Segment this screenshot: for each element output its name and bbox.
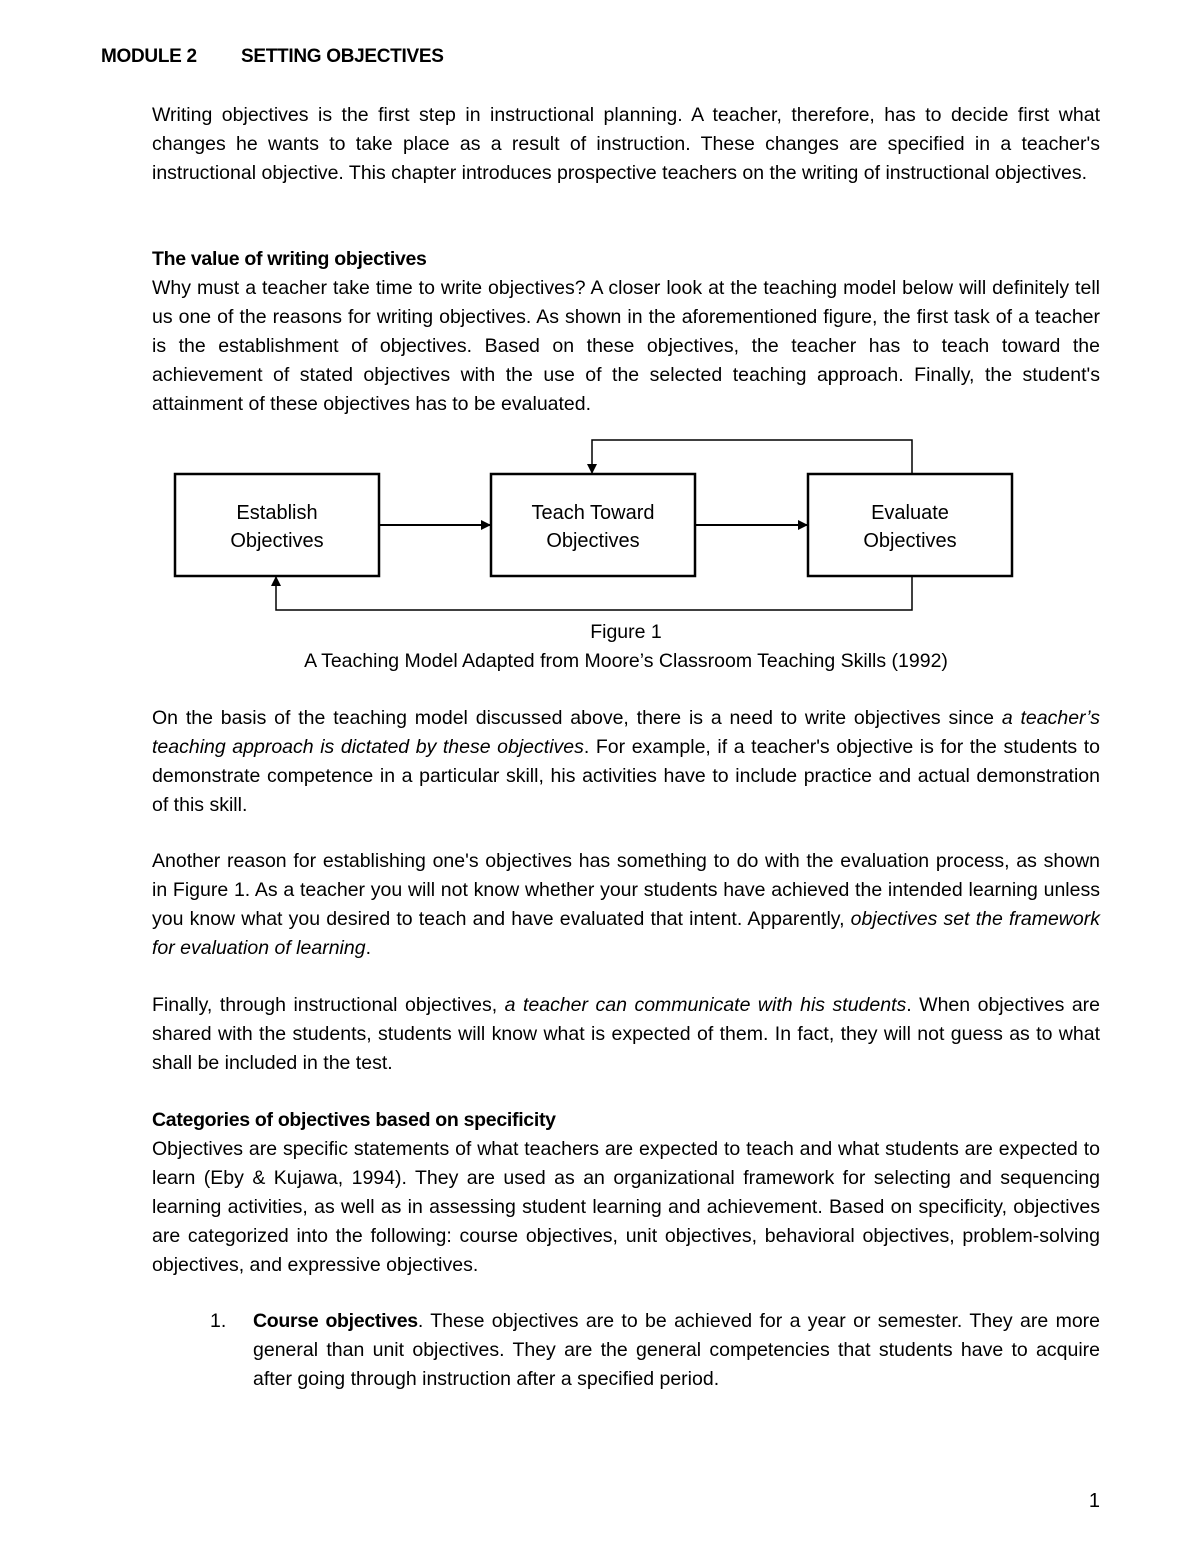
teach-toward-objectives-box <box>491 474 695 576</box>
box-label: Teach Toward <box>531 502 655 524</box>
establish-objectives-box <box>175 474 379 576</box>
module-number: MODULE 2 <box>101 46 197 67</box>
section-heading: Categories of objectives based on specificity <box>152 1109 556 1131</box>
section-value <box>152 245 1100 419</box>
paragraph-communication <box>152 991 1100 1078</box>
paragraph-approach <box>152 704 1100 820</box>
box-label: Evaluate <box>871 502 949 524</box>
module-heading <box>101 46 444 68</box>
figure-number: Figure 1 <box>590 621 662 643</box>
figure-caption <box>152 618 1100 676</box>
section-paragraph: Objectives are specific statements of what teachers are expected to teach and what students are expected to learn (Eby & Kujawa, 1994). They are used as an organizational framework for selecting and sequencing learning activities, as well as in assessing student learning and achievement. Based on specificity, objectives are categorized into the following: course objectives, unit objectives, behavioral objectives, problem-solving objectives, and expressive objectives. <box>152 1138 1100 1276</box>
page-number: 1 <box>1088 1490 1100 1512</box>
list-item <box>210 1307 1100 1394</box>
list-text: . These objectives are to be achieved for a year or semester. They are more general than unit objectives. They are the general competencies that students have to acquire after going through instruction after a specified period. <box>253 1310 1100 1390</box>
list-body <box>253 1307 1100 1394</box>
text-run: On the basis of the teaching model discussed above, there is a need to write objectives since <box>152 707 1002 729</box>
box-label: Objectives <box>546 530 640 552</box>
section-categories <box>152 1106 1100 1280</box>
figure-title: A Teaching Model Adapted from Moore’s Classroom Teaching Skills (1992) <box>304 650 948 672</box>
box-label: Objectives <box>863 530 957 552</box>
paragraph-evaluation <box>152 847 1100 963</box>
module-title: SETTING OBJECTIVES <box>241 46 444 67</box>
text-run: . <box>365 937 371 959</box>
feedback-arrow-bottom <box>276 576 912 610</box>
text-run: Another reason for establishing one's objectives has something to do with the evaluation process, as shown in Figure 1. As a teacher you will not know whether your students have achieved the intended learning unless you know what you desired to teach and have evaluated that intent. Apparently, <box>152 850 1100 930</box>
text-run: . When objectives are shared with the students, students will know what is expected of them. In fact, they will not guess as to what shall be included in the test. <box>152 994 1100 1074</box>
section-paragraph: Why must a teacher take time to write objectives? A closer look at the teaching model below will definitely tell us one of the reasons for writing objectives. As shown in the aforementioned figure, the first task of a teacher is the establishment of objectives. Based on these objectives, the teacher has to teach toward the achievement of stated objectives with the use of the selected teaching approach. Finally, the student's attainment of these objectives has to be evaluated. <box>152 277 1100 415</box>
section-heading: The value of writing objectives <box>152 248 427 270</box>
evaluate-objectives-box <box>808 474 1012 576</box>
list-marker: 1. <box>210 1310 227 1332</box>
feedback-arrow-top <box>592 440 912 474</box>
text-run: . For example, if a teacher's objective is for the students to demonstrate competence in a particular skill, his activities have to include practice and actual demonstration of this skill. <box>152 736 1101 816</box>
emphasis-run: a teacher can communicate with his students <box>504 994 907 1016</box>
teaching-model-diagram <box>150 430 1050 630</box>
list-term: Course objectives <box>253 1310 418 1332</box>
box-label: Objectives <box>230 530 324 552</box>
text-run: Finally, through instructional objectives, <box>152 994 505 1016</box>
emphasis-run: objectives set the framework for evaluation of learning <box>152 908 1100 959</box>
intro-paragraph: Writing objectives is the first step in instructional planning. A teacher, therefore, has to decide first what changes he wants to take place as a result of instruction. These changes are specified in a teacher's instructional objective. This chapter introduces prospective teachers on the writing of instructional objectives. <box>152 104 1100 184</box>
emphasis-run: a teacher’s teaching approach is dictated by these objectives <box>152 707 1100 758</box>
box-label: Establish <box>236 502 318 524</box>
